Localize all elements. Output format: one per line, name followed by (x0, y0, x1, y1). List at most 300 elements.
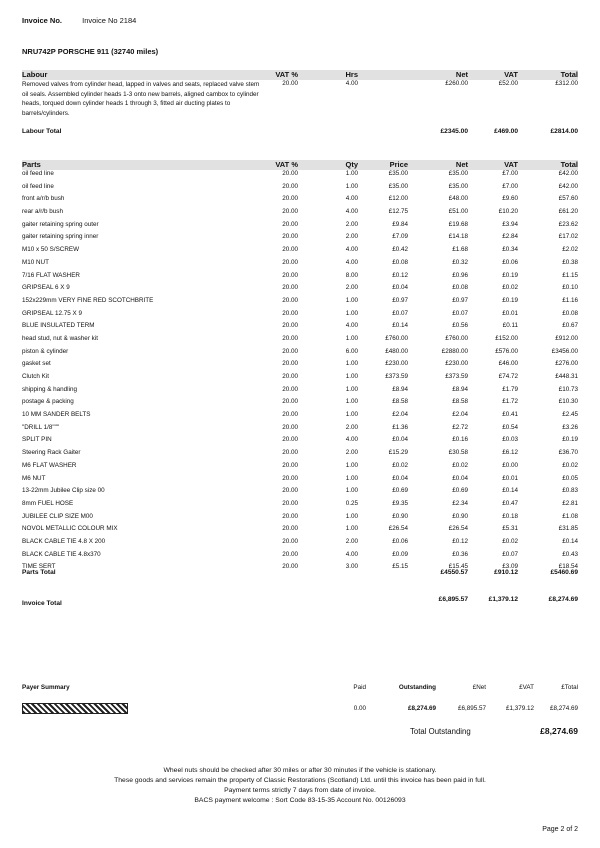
part-total: £1.08 (562, 512, 578, 520)
parts-total-row (22, 569, 578, 576)
part-total: £36.70 (558, 449, 578, 457)
part-net: £2.04 (452, 411, 468, 419)
part-description: shipping & handling (22, 385, 77, 393)
part-vat-pct: 20.00 (282, 182, 298, 190)
part-vat-pct: 20.00 (282, 487, 298, 495)
part-price: £760.00 (385, 334, 408, 342)
labour-description: Removed valves from cylinder head, lapped in valves and seats, replaced valve stem oil seals. Assembled cylinder heads 1-3 onto new barrels, aligned cambox to cylinder heads, torqued down cylinder heads 1 through 3, fitted air ducting plates to barrels/cylinders. (22, 81, 260, 117)
part-price: £480.00 (385, 347, 408, 355)
part-qty: 2.00 (345, 284, 358, 292)
part-total: £0.08 (562, 309, 578, 317)
part-total: £0.10 (562, 284, 578, 292)
part-vat: £7.00 (502, 182, 518, 190)
payer-col-outstanding: Outstanding (398, 684, 436, 691)
part-total: £0.02 (562, 461, 578, 469)
parts-total-label: Parts Total (22, 569, 56, 576)
part-vat-pct: 20.00 (282, 233, 298, 241)
part-qty: 4.00 (345, 550, 358, 558)
labour-vat-pct: 20.00 (282, 80, 298, 87)
part-vat-pct: 20.00 (282, 411, 298, 419)
part-description: NOVOL METALLIC COLOUR MIX (22, 525, 118, 533)
part-qty: 1.00 (345, 373, 358, 380)
total-outstanding-value: £8,274.69 (540, 726, 578, 736)
part-net: £51.00 (448, 208, 468, 216)
part-description: Clutch Kit (22, 373, 49, 380)
payer-col-total: £Total (561, 684, 578, 691)
payer-header-row (22, 684, 578, 691)
labour-col-vat: VAT (504, 70, 518, 79)
part-description: 13-22mm Jubilee Clip size 00 (22, 487, 105, 495)
part-total: £0.43 (562, 550, 578, 558)
part-qty: 1.00 (345, 334, 358, 342)
part-description: front a/r/b bush (22, 195, 65, 203)
part-net: £0.07 (452, 309, 468, 317)
part-price: £8.94 (392, 385, 408, 393)
part-vat-pct: 20.00 (282, 322, 298, 330)
part-vat: £74.72 (498, 373, 518, 380)
footer-line-2: These goods and services remain the property of Classic Restorations (Scotland) Ltd. until this invoice has been paid in full. (114, 777, 486, 784)
part-vat-pct: 20.00 (282, 461, 298, 469)
part-qty: 2.00 (345, 537, 358, 545)
part-vat: £6.12 (502, 449, 518, 457)
part-total: £3.26 (562, 423, 578, 431)
invoice-total-net: £6,895.57 (438, 596, 468, 603)
part-vat-pct: 20.00 (282, 449, 298, 457)
part-net: £0.96 (452, 271, 468, 279)
part-total: £0.38 (562, 258, 578, 266)
part-total: £0.14 (562, 537, 578, 545)
invoice-total-label: Invoice Total (22, 600, 62, 607)
part-price: £0.07 (392, 309, 408, 317)
part-description: postage & packing (22, 398, 74, 406)
part-price: £0.04 (392, 436, 408, 444)
part-qty: 4.00 (345, 208, 358, 216)
part-net: £8.94 (452, 385, 468, 393)
part-vat: £0.47 (502, 499, 518, 507)
table-row (22, 310, 578, 323)
part-vat: £0.07 (502, 550, 518, 558)
part-description: piston & cylinder (22, 347, 69, 355)
part-vat-pct: 20.00 (282, 170, 298, 177)
parts-col-total: Total (560, 160, 578, 169)
part-vat-pct: 20.00 (282, 499, 298, 507)
part-vat: £0.18 (502, 512, 518, 520)
labour-col-hrs: Hrs (345, 70, 358, 79)
parts-total-table (22, 569, 578, 576)
table-row (22, 513, 578, 526)
part-description: JUBILEE CLIP SIZE M00 (22, 512, 93, 520)
table-row (22, 297, 578, 310)
part-price: £35.00 (388, 182, 408, 190)
part-net: £0.56 (452, 322, 468, 330)
table-row (22, 373, 578, 386)
table-row (22, 500, 578, 513)
part-vat: £3.09 (502, 563, 518, 571)
part-price: £35.00 (388, 170, 408, 177)
part-total: £0.05 (562, 474, 578, 482)
part-qty: 1.00 (345, 182, 358, 190)
part-qty: 1.00 (345, 525, 358, 533)
part-qty: 1.00 (345, 461, 358, 469)
part-vat-pct: 20.00 (282, 258, 298, 266)
part-vat-pct: 20.00 (282, 474, 298, 482)
part-vat-pct: 20.00 (282, 436, 298, 444)
table-row (22, 259, 578, 272)
part-vat: £0.14 (502, 487, 518, 495)
vehicle-title: NRU742P PORSCHE 911 (32740 miles) (22, 47, 159, 56)
part-description: gasket set (22, 360, 51, 368)
invoice-number-label: Invoice No. (22, 16, 63, 25)
part-net: £35.00 (448, 170, 468, 177)
table-row (22, 487, 578, 500)
part-vat-pct: 20.00 (282, 296, 298, 304)
payer-summary-title: Payer Summary (22, 684, 70, 691)
part-total: £42.00 (558, 182, 578, 190)
part-net: £2.72 (452, 423, 468, 431)
part-vat: £0.03 (502, 436, 518, 444)
table-row (22, 551, 578, 564)
part-price: £0.02 (392, 461, 408, 469)
part-price: £12.75 (388, 208, 408, 216)
table-row (22, 272, 578, 285)
table-row (22, 348, 578, 361)
part-description: M6 FLAT WASHER (22, 461, 77, 469)
part-vat-pct: 20.00 (282, 385, 298, 393)
part-net: £19.68 (448, 220, 468, 228)
part-vat: £152.00 (495, 334, 518, 342)
part-description: 8mm FUEL HOSE (22, 499, 74, 507)
part-vat: £1.79 (502, 385, 518, 393)
part-description: Steering Rack Gaiter (22, 449, 81, 457)
part-vat: £0.02 (502, 537, 518, 545)
part-description: 7/16 FLAT WASHER (22, 271, 80, 279)
part-vat: £0.06 (502, 258, 518, 266)
labour-col-vat-pct: VAT % (275, 70, 298, 79)
labour-col-total: Total (560, 70, 578, 79)
labour-heading: Labour (22, 70, 48, 79)
part-price: £2.04 (392, 411, 408, 419)
payer-outstanding: £8,274.69 (407, 705, 436, 712)
payer-row (22, 703, 578, 716)
payer-col-vat: £VAT (519, 684, 534, 691)
part-total: £0.67 (562, 322, 578, 330)
table-row (22, 322, 578, 335)
part-price: £0.90 (392, 512, 408, 520)
labour-header-row (22, 70, 578, 80)
part-vat: £0.41 (502, 411, 518, 419)
footer-notes (0, 766, 600, 806)
part-vat-pct: 20.00 (282, 309, 298, 317)
part-total: £3456.00 (551, 347, 578, 355)
part-net: £30.58 (448, 449, 468, 457)
part-qty: 4.00 (345, 195, 358, 203)
parts-col-vat-pct: VAT % (275, 160, 298, 169)
part-net: £0.08 (452, 284, 468, 292)
part-qty: 4.00 (345, 322, 358, 330)
part-price: £7.09 (392, 233, 408, 241)
table-row (22, 449, 578, 462)
part-total: £31.85 (558, 525, 578, 533)
part-qty: 1.00 (345, 474, 358, 482)
part-vat: £0.19 (502, 271, 518, 279)
total-outstanding-label: Total Outstanding (410, 727, 471, 736)
part-net: £0.04 (452, 474, 468, 482)
part-qty: 2.00 (345, 220, 358, 228)
part-total: £57.60 (558, 195, 578, 203)
part-description: M10 NUT (22, 258, 49, 266)
parts-header-row (22, 160, 578, 170)
part-description: M10 x 50 S/SCREW (22, 246, 80, 254)
part-price: £12.00 (388, 195, 408, 203)
part-price: £0.06 (392, 537, 408, 545)
table-row (22, 475, 578, 488)
part-vat: £7.00 (502, 170, 518, 177)
part-description: 152x229mm VERY FINE RED SCOTCHBRITE (22, 296, 154, 304)
part-vat: £0.19 (502, 296, 518, 304)
part-vat: £2.84 (502, 233, 518, 241)
part-vat: £0.02 (502, 284, 518, 292)
labour-hrs: 4.00 (345, 80, 358, 87)
part-vat-pct: 20.00 (282, 512, 298, 520)
part-qty: 1.00 (345, 385, 358, 393)
part-vat: £1.72 (502, 398, 518, 406)
table-row (22, 436, 578, 449)
invoice-header (22, 16, 136, 25)
part-price: £0.14 (392, 322, 408, 330)
part-qty: 4.00 (345, 436, 358, 444)
part-total: £1.15 (562, 271, 578, 279)
part-vat: £0.54 (502, 423, 518, 431)
part-qty: 1.00 (345, 487, 358, 495)
part-qty: 8.00 (345, 271, 358, 279)
part-vat-pct: 20.00 (282, 525, 298, 533)
part-net: £35.00 (448, 182, 468, 190)
part-vat-pct: 20.00 (282, 220, 298, 228)
part-total: £10.30 (558, 398, 578, 406)
part-net: £2.34 (452, 499, 468, 507)
part-vat-pct: 20.00 (282, 360, 298, 368)
part-qty: 1.00 (345, 411, 358, 419)
labour-col-net: Net (455, 70, 468, 79)
part-price: £1.36 (392, 423, 408, 431)
parts-col-net: Net (455, 160, 468, 169)
part-vat: £0.01 (502, 474, 518, 482)
table-row (22, 360, 578, 373)
part-vat-pct: 20.00 (282, 398, 298, 406)
part-vat: £5.31 (502, 525, 518, 533)
part-net: £48.00 (448, 195, 468, 203)
table-row (22, 398, 578, 411)
part-total: £1.16 (562, 296, 578, 304)
payer-col-paid: Paid (353, 684, 366, 691)
table-row (22, 284, 578, 297)
part-price: £8.58 (392, 398, 408, 406)
part-qty: 1.00 (345, 512, 358, 520)
part-qty: 6.00 (345, 347, 358, 355)
payer-col-net: £Net (472, 684, 486, 691)
part-net: £0.02 (452, 461, 468, 469)
part-qty: 4.00 (345, 258, 358, 266)
table-row (22, 335, 578, 348)
part-vat: £0.01 (502, 309, 518, 317)
part-price: £0.04 (392, 474, 408, 482)
part-description: GRIPSEAL 6 X 9 (22, 284, 70, 292)
part-description: gaiter retaining spring inner (22, 233, 99, 241)
table-row (22, 208, 578, 221)
invoice-total-vat: £1,379.12 (488, 596, 518, 603)
part-vat-pct: 20.00 (282, 208, 298, 216)
table-row (22, 424, 578, 437)
part-net: £8.58 (452, 398, 468, 406)
part-description: SPLIT PIN (22, 436, 52, 444)
parts-col-qty: Qty (345, 160, 358, 169)
part-price: £0.12 (392, 271, 408, 279)
part-price: £26.54 (388, 525, 408, 533)
part-net: £2880.00 (441, 347, 468, 355)
invoice-total-row (22, 596, 578, 607)
part-vat: £46.00 (498, 360, 518, 368)
part-description: oil feed line (22, 170, 54, 177)
part-price: £9.84 (392, 220, 408, 228)
part-description: BLACK CABLE TIE 4.8x370 (22, 550, 101, 558)
labour-total-total: £2814.00 (550, 128, 578, 135)
part-net: £15.45 (448, 563, 468, 571)
payer-net: £6,895.57 (457, 705, 486, 712)
part-description: BLACK CABLE TIE 4.8 X 200 (22, 537, 106, 545)
part-total: £61.20 (558, 208, 578, 216)
labour-total-net: £2345.00 (440, 128, 468, 135)
invoice-total-total: £8,274.69 (548, 596, 578, 603)
part-qty: 2.00 (345, 233, 358, 241)
table-row (22, 233, 578, 246)
labour-table (22, 70, 578, 140)
part-net: £0.16 (452, 436, 468, 444)
part-total: £23.62 (558, 220, 578, 228)
part-description: GRIPSEAL 12.75 X 9 (22, 309, 82, 317)
part-vat-pct: 20.00 (282, 423, 298, 431)
part-qty: 1.00 (345, 170, 358, 177)
part-description: oil feed line (22, 182, 54, 190)
redaction-block (22, 703, 128, 714)
part-total: £2.45 (562, 411, 578, 419)
part-price: £0.97 (392, 296, 408, 304)
part-net: £0.12 (452, 537, 468, 545)
part-vat-pct: 20.00 (282, 271, 298, 279)
parts-heading: Parts (22, 160, 41, 169)
parts-total-net: £4550.57 (440, 569, 468, 576)
payer-total: £8,274.69 (549, 705, 578, 712)
part-total: £2.81 (562, 499, 578, 507)
part-total: £18.54 (558, 563, 578, 571)
part-total: £17.02 (558, 233, 578, 241)
part-price: £0.09 (392, 550, 408, 558)
part-net: £760.00 (445, 334, 468, 342)
part-price: £230.00 (385, 360, 408, 368)
part-total: £2.02 (562, 246, 578, 254)
table-row (22, 170, 578, 183)
part-price: £5.15 (392, 563, 408, 571)
table-row (22, 246, 578, 259)
part-net: £230.00 (445, 360, 468, 368)
part-price: £0.42 (392, 246, 408, 254)
part-net: £373.59 (445, 373, 468, 380)
part-net: £26.54 (448, 525, 468, 533)
part-description: "DRILL 1/8""" (22, 423, 60, 431)
part-qty: 2.00 (345, 449, 358, 457)
table-row (22, 462, 578, 475)
part-total: £912.00 (555, 334, 578, 342)
part-vat-pct: 20.00 (282, 246, 298, 254)
part-net: £0.97 (452, 296, 468, 304)
part-description: TIME SERT (22, 563, 56, 571)
part-net: £14.18 (448, 233, 468, 241)
footer-line-1: Wheel nuts should be checked after 30 miles or after 30 minutes if the vehicle is stationary. (163, 767, 437, 774)
part-qty: 1.00 (345, 296, 358, 304)
table-row (22, 183, 578, 196)
part-price: £373.59 (385, 373, 408, 380)
labour-total-row (22, 128, 578, 140)
part-vat-pct: 20.00 (282, 347, 298, 355)
payer-summary-table (22, 684, 578, 716)
parts-total-total: £5460.69 (550, 569, 578, 576)
part-qty: 1.00 (345, 398, 358, 406)
part-vat: £10.20 (498, 208, 518, 216)
labour-total: £312.00 (555, 80, 578, 87)
part-net: £1.68 (452, 246, 468, 254)
part-price: £0.69 (392, 487, 408, 495)
part-price: £15.29 (388, 449, 408, 457)
part-vat: £0.34 (502, 246, 518, 254)
part-price: £0.08 (392, 258, 408, 266)
part-qty: 1.00 (345, 309, 358, 317)
parts-rows (22, 170, 578, 576)
part-net: £0.69 (452, 487, 468, 495)
labour-row (22, 80, 578, 128)
page-number: Page 2 of 2 (542, 826, 578, 833)
part-description: gaiter retaining spring outer (22, 220, 99, 228)
table-row (22, 386, 578, 399)
labour-vat: £52.00 (498, 80, 518, 87)
table-row (22, 195, 578, 208)
part-vat: £576.00 (495, 347, 518, 355)
parts-col-vat: VAT (504, 160, 518, 169)
parts-table (22, 160, 578, 576)
part-total: £0.19 (562, 436, 578, 444)
labour-total-vat: £469.00 (494, 128, 518, 135)
table-row (22, 411, 578, 424)
labour-net: £260.00 (445, 80, 468, 87)
invoice-total-table (22, 596, 578, 607)
part-price: £0.04 (392, 284, 408, 292)
part-qty: 3.00 (345, 563, 358, 571)
part-qty: 0.25 (345, 499, 358, 507)
footer-line-4: BACS payment welcome : Sort Code 83-15-35 Account No. 00126093 (194, 797, 406, 804)
part-vat-pct: 20.00 (282, 195, 298, 203)
part-vat-pct: 20.00 (282, 563, 298, 571)
part-total: £10.73 (558, 385, 578, 393)
table-row (22, 221, 578, 234)
part-total: £42.00 (558, 170, 578, 177)
part-vat: £0.00 (502, 461, 518, 469)
part-qty: 2.00 (345, 423, 358, 431)
parts-total-vat: £910.12 (494, 569, 518, 576)
part-vat-pct: 20.00 (282, 537, 298, 545)
part-vat: £0.11 (502, 322, 518, 330)
invoice-number-value: Invoice No 2184 (82, 16, 137, 25)
payer-name-redacted (22, 703, 272, 716)
payer-vat: £1,379.12 (505, 705, 534, 712)
part-vat-pct: 20.00 (282, 334, 298, 342)
